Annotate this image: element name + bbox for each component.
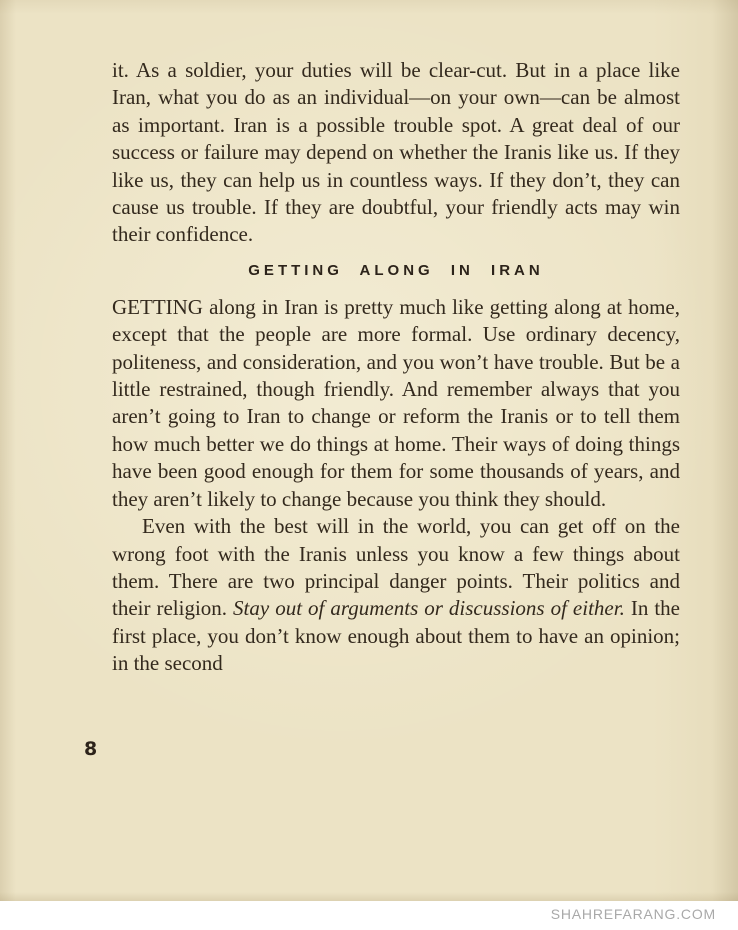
text-column [112, 57, 680, 678]
paragraph-danger-points-part1: Even with the best will in the world, you can get off on the wrong foot with the Iranis unless you know a few things about them. There are two principal danger points. Their politics and their religion. [112, 514, 680, 621]
paragraph-danger-points-italic: Stay out of arguments or discussions of either. [233, 596, 625, 621]
paragraph-getting-along: GETTING along in Iran is pretty much like getting along at home, except that the people are more formal. Use ordinary decency, politeness, and consideration, and you won’t have trouble. But be a little restrained, though friendly. And remember always that you aren’t going to Iran to change or reform the Iranis or to tell them how much better we do things at home. Their ways of doing things have been good enough for them for some thousands of years, and they aren’t likely to change because you think they should. [112, 294, 680, 511]
paragraph-danger-points-part2: In the first place, you don’t know enough about them to have an opinion; in the second [112, 596, 680, 676]
paragraph-danger-points [112, 513, 680, 677]
page-number: 8 [84, 738, 98, 760]
section-heading: GETTING ALONG IN IRAN [248, 261, 544, 279]
watermark-bar [0, 901, 738, 930]
paragraph-continuation: it. As a soldier, your duties will be clear-cut. But in a place like Iran, what you do as an individual—on your own—can be almost as important. Iran is a possible trouble spot. A great deal of our success or failure may depend on whether the Iranis like us. If they like us, they can help us in countless ways. If they don’t, they can cause us trouble. If they are doubtful, your friendly acts may win their confidence. [112, 58, 680, 247]
watermark-text: SHAHREFARANG.COM [550, 906, 716, 922]
